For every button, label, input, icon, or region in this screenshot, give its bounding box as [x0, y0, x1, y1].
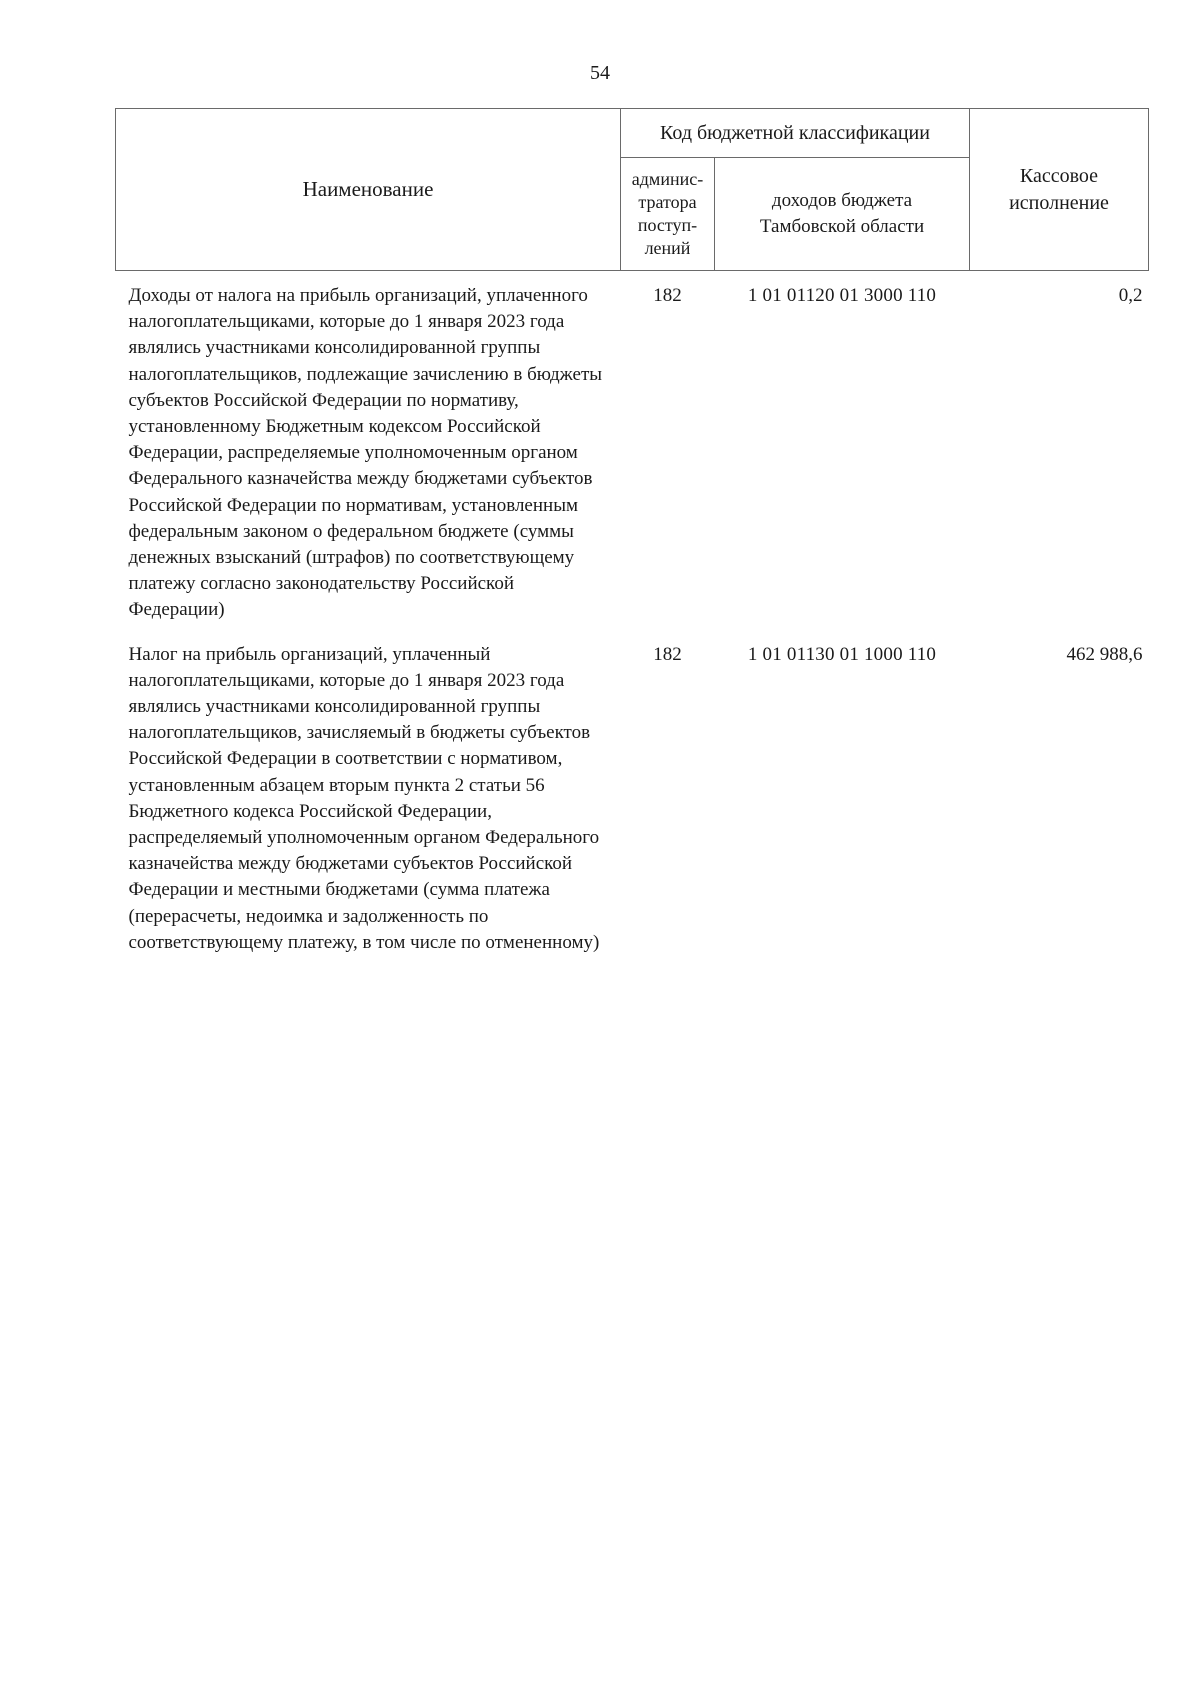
header-execution-line: Кассовое: [1019, 164, 1099, 187]
table-row: [116, 271, 1149, 630]
row-code: 1 01 01120 01 3000 110: [747, 285, 937, 306]
header-administrator: [621, 158, 715, 271]
header-income-line: Тамбовской области: [759, 216, 925, 237]
table-row: [116, 630, 1149, 962]
row-administrator: 182: [653, 643, 682, 665]
header-administrator-line: поступ-: [637, 215, 698, 235]
row-administrator: 182: [653, 285, 682, 306]
budget-table: [115, 108, 1149, 962]
row-name: Доходы от налога на прибыль организаций, уплаченного налогоплательщиками, которые до 1 января 2023 года являлись участниками консолидированной группы налогоплательщиков, подлежащие зачислению в бюджеты субъектов Российской Федерации по нормативу, установленному Бюджетным кодексом Российской Федерации, распределяемые уполномоченным органом Федерального казначейства между бюджетами субъектов Российской Федерации по нормативам, установленным федеральным законом о федеральном бюджете (суммы денежных взысканий (штрафов) по соответствующему платежу согласно законодательству Российской Федерации): [128, 285, 603, 621]
page-number: 54: [590, 62, 610, 84]
header-income-line: доходов бюджета: [771, 190, 913, 212]
row-execution: 0,2: [1118, 285, 1143, 306]
header-execution: [970, 109, 1149, 271]
row-name: Налог на прибыль организаций, уплаченный налогоплательщиками, которые до 1 января 2023 года являлись участниками консолидированной группы налогоплательщиков, зачисляемый в бюджеты субъектов Российской Федерации в соответствии с нормативом, установленным абзацем вторым пункта 2 статьи 56 Бюджетного кодекса Российской Федерации, распределяемый уполномоченным органом Федерального казначейства между бюджетами субъектов Российской Федерации и местными бюджетами (сумма платежа (перерасчеты, недоимка и задолженность по соответствующему платежу, в том числе по отмененному): [128, 643, 600, 953]
header-administrator-line: лений: [644, 238, 691, 259]
table-header: [116, 109, 1149, 271]
row-code: 1 01 01130 01 1000 110: [747, 643, 937, 665]
header-name: Наименование: [116, 109, 621, 271]
header-administrator-line: админис-: [631, 168, 704, 189]
header-execution-line: исполнение: [1009, 191, 1109, 214]
row-execution: 462 988,6: [1066, 643, 1143, 665]
header-code-group: Код бюджетной классификации: [621, 109, 970, 158]
header-administrator-line: тратора: [638, 191, 697, 212]
table-body: [116, 271, 1149, 963]
header-income: [715, 158, 970, 271]
